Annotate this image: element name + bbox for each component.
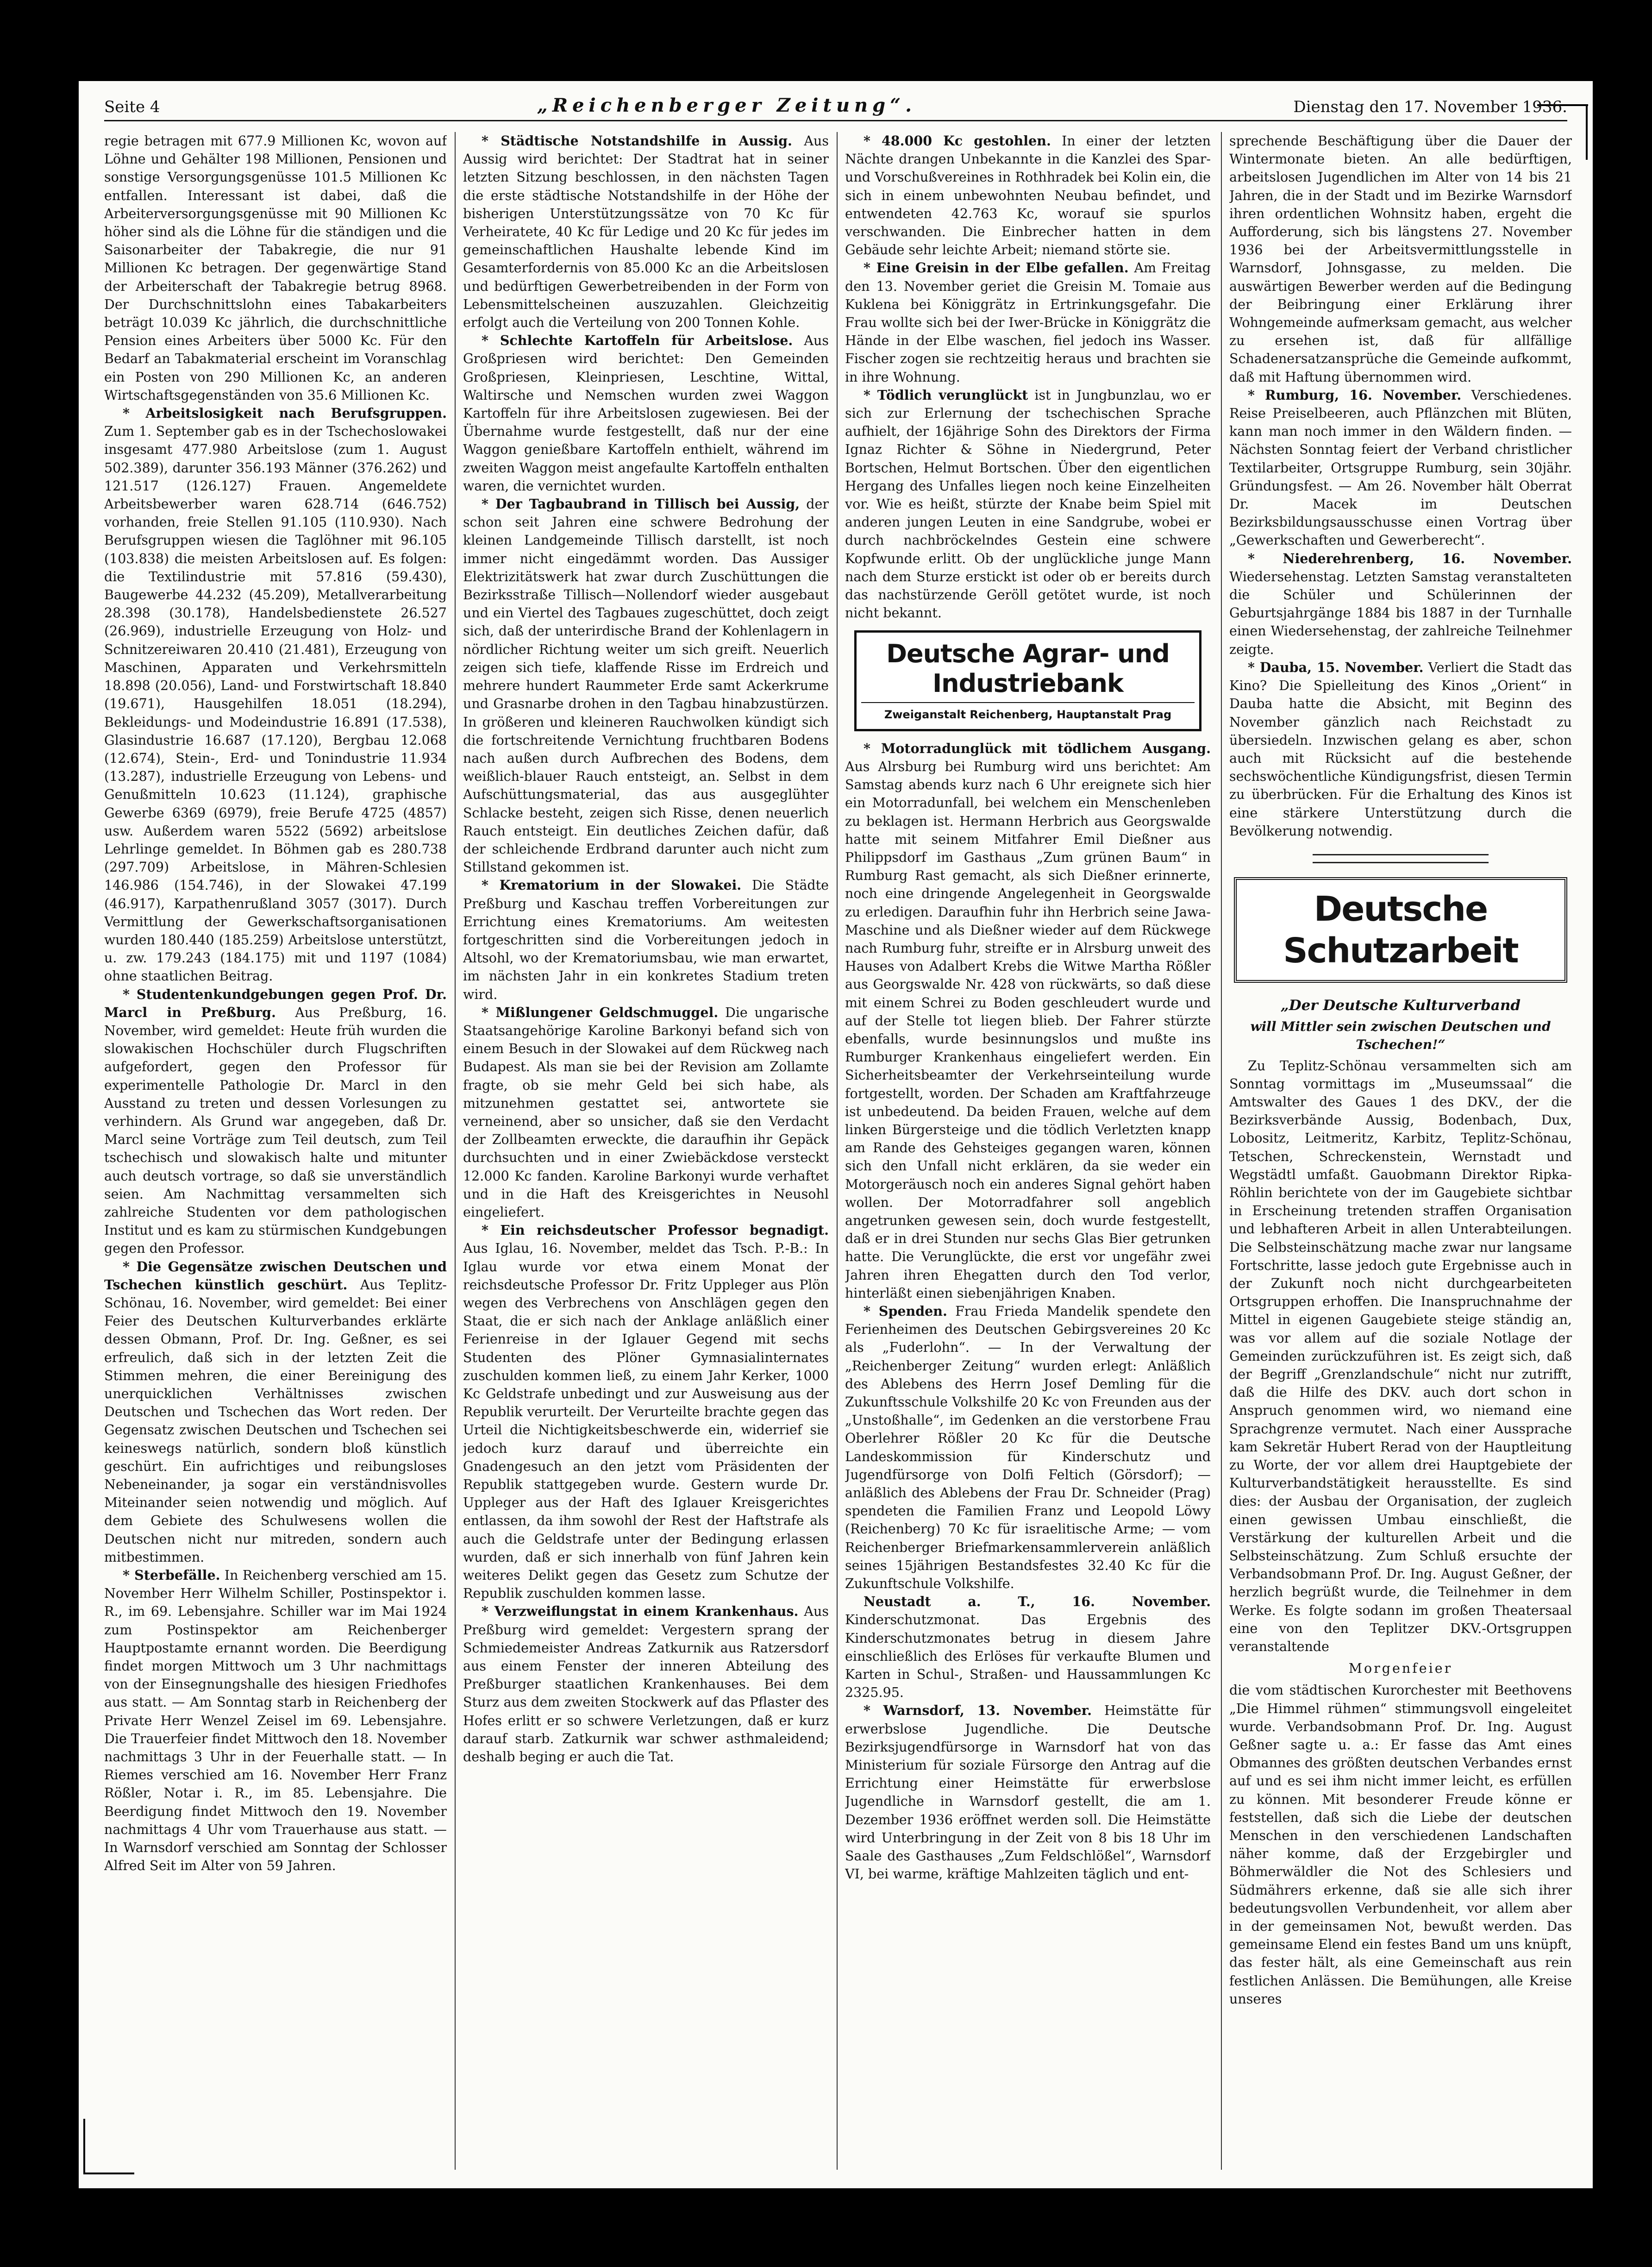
article-heading: * Schlechte Kartoffeln für Arbeitslose.: [482, 333, 793, 349]
article: [463, 1221, 829, 1602]
article-heading: * Niederehrenberg, 16. November.: [1248, 550, 1572, 566]
article: [845, 1702, 1211, 1883]
article: [845, 132, 1211, 259]
article-text: ist in Jungbunzlau, wo er sich zur Erlernung der tschechischen Sprache aufhielt, der 16jährige Sohn des Direktors der Firma Ignaz Richter & Söhne in Niedergrund, Peter Bortschen, Helmut Bortschen. Über den eigentlichen Hergang des Unfalles liegen noch keine Einzelheiten vor. Wie es heißt, stürzte der Knabe beim Spiel mit anderen jungen Leuten in eine Sandgrube, wobei er durch nachbröckelndes Gestein eine schwere Kopfwunde erlitt. Ob der unglückliche junge Mann nach dem Sturze erstickt ist oder ob er bereits durch das nachstürzende Geröll getötet wurde, ist noch nicht bekannt.: [845, 387, 1211, 621]
article-text: In einer der letzten Nächte drangen Unbekannte in die Kanzlei des Spar- und Vorschußvereines in Rothhradek bei Kolin ein, die sich in einem unbewohnten Neubau befindet, und entwendeten 42.763 Kc, worauf sie spurlos verschwanden. Die Einbrecher hatten in dem Gebäude sehr leichte Arbeit; niemand störte sie.: [845, 133, 1211, 258]
article: [1229, 659, 1572, 840]
article-title: „Der Deutsche Kulturverband: [1280, 997, 1521, 1014]
article-text: Heimstätte für erwerbslose Jugendliche. Die Deutsche Bezirksjugendfürsorge in Warnsdorf hat von das Ministerium für soziale Fürsorge den Antrag auf die Errichtung einer Heimstätte für erwerbslose Jugendliche in Warnsdorf gestellt, die am 1. Dezember 1936 eröffnet werden soll. Die Heimstätte wird Unterbringung in der Zeit von 8 bis 18 Uhr im Saale des Gasthauses „Zum Feldschlößel“, Warnsdorf VI, bei warme, kräftige Mahlzeiten täglich und ent-: [845, 1703, 1211, 1882]
article: [1229, 386, 1572, 550]
section-title: Deutsche Schutzarbeit: [1283, 889, 1518, 971]
page-number: Seite 4: [104, 98, 160, 116]
article: [1229, 550, 1572, 659]
article: [104, 986, 447, 1258]
article: [463, 495, 829, 876]
column-1: [104, 132, 447, 2170]
article-text: Aus Iglau, 16. November, meldet das Tsch. P.-B.: In Iglau wurde vor etwa einem Monat der reichsdeutsche Professor Dr. Fritz Uppleger aus Plön wegen des Verbrechens von Anschlägen gegen den Staat, die er sich nach der Anklage anläßlich einer Ferienreise in der Iglauer Gegend mit sechs Studenten des Plöner Gymnasialinternates zuschulden kommen ließ, zu einem Jahr Kerker, 1000 Kc Geldstrafe unbedingt und zur Ausweisung aus der Republik verurteilt. Der Verurteilte brachte gegen das Urteil die Nichtigkeitsbeschwerde ein, widerrief sie jedoch kurz darauf und überreichte ein Gnadengesuch an den jetzt vom Präsidenten der Republik stattgegeben wurde. Gestern wurde Dr. Uppleger aus der Haft des Iglauer Kreisgerichtes entlassen, da ihm sowohl der Rest der Haftstrafe als auch die Geldstrafe unter der Bedingung erlassen wurden, daß er sich innerhalb von fünf Jahren kein weiteres Delikt gegen das Gesetz zum Schutze der Republik zuschulden kommen lasse.: [463, 1241, 829, 1601]
article: [463, 876, 829, 1003]
article-text: Frau Frieda Mandelik spendete den Ferienheimen des Deutschen Gebirgsvereines 20 Kc als „Fuderlohn“. — In der Verwaltung der „Reichenberger Zeitung“ wurden erlegt: Anläßlich des Ablebens des Herrn Josef Demling für die Zukunftsschule Volkshilfe 20 Kc von Freunden aus der „Unstoßhalle“, im Gedenken an die verstorbene Frau Oberlehrer Rößler 20 Kc für die Deutsche Landeskommission für Kinderschutz und Jugendfürsorge von Dolfi Feltich (Görsdorf); — anläßlich des Ablebens der Frau Dr. Schneider (Prag) spendeten die Familien Franz und Leopold Löwy (Reichenberg) 70 Kc für israelitische Arme; — vom Reichenberger Briefmarkensammlerverein anläßlich seines 15jährigen Bestandsfestes 32.40 Kc für die Zukunftschule Volkshilfe.: [845, 1303, 1211, 1592]
newspaper-page: [79, 81, 1593, 2188]
article-heading: * Tödlich verunglückt: [864, 387, 1028, 403]
article-heading: * Motorradunglück mit tödlichem Ausgang.: [864, 740, 1211, 756]
article-heading: * Ein reichsdeutscher Professor begnadigt.: [482, 1222, 829, 1238]
article-text: Aus Preßburg wird gemeldet: Vergestern sprang der Schmiedemeister Andreas Zatkurnik aus Ratzersdorf aus einem Fenster der inneren Abteilung des Preßburger staatlichen Krankenhauses. Bei dem Sturz aus dem zweiten Stockwerk auf das Pflaster des Hofes erlitt er so schwere Verletzungen, daß er kurz darauf starb. Zatkurnik war schwer asthmaleidend; deshalb beging er auch die Tat.: [463, 1604, 829, 1765]
article-text: Kinderschutzmonat. Das Ergebnis des Kinderschutzmonates betrug in diesem Jahre einschließlich des Erlöses für verkaufte Blumen und Karten in Schul-, Straßen- und Haussammlungen Kc 2325.95.: [845, 1612, 1211, 1701]
article-text: regie betragen mit 677.9 Millionen Kc, wovon auf Löhne und Gehälter 198 Millionen, Pensionen und sonstige Versorgungsgenüsse 101.5 Millionen Kc entfallen. Interessant ist dabei, daß die Arbeiterversorgungsgenüsse mit 90 Millionen Kc höher sind als die Löhne für die ständigen und die Saisonarbeiter der Tabakregie, die nur 91 Millionen Kc betragen. Der gegenwärtige Stand der Arbeiterschaft der Tabakregie betrug 8968. Der Durchschnittslohn eines Tabakarbeiters beträgt 10.039 Kc jährlich, die durchschnittliche Pension eines Arbeiters über 5000 Kc. Für den Bedarf an Tabakmaterial erscheint im Voranschlag ein Posten von 290 Millionen Kc, an anderen Wirtschaftsgegenständen von 35.6 Millionen Kc.: [104, 133, 447, 403]
article-heading: * Rumburg, 16. November.: [1248, 387, 1462, 403]
article-heading: * Arbeitslosigkeit nach Berufsgruppen.: [123, 405, 447, 421]
column-3: [845, 132, 1211, 2170]
issue-date: Dienstag den 17. November 1936.: [1293, 98, 1567, 116]
article-heading: * Krematorium in der Slowakei.: [482, 877, 742, 893]
article: [845, 1302, 1211, 1593]
article: [104, 1566, 447, 1875]
article: [104, 404, 447, 986]
scan-corner-mark: [83, 2119, 85, 2174]
article-heading: * Sterbefälle.: [123, 1567, 220, 1583]
article: [845, 259, 1211, 386]
article-heading: * 48.000 Kc gestohlen.: [864, 133, 1051, 149]
article-text: Am Freitag den 13. November geriet die Greisin M. Tomaie aus Kuklena bei Königgrätz in Ertrinkungsgefahr. Die Frau wollte sich bei der Iwer-Brücke in Königgrätz die Hände in der Elbe waschen, fiel jedoch ins Wasser. Fischer zogen sie rechtzeitig heraus und brachten sie in ihre Wohnung.: [845, 260, 1211, 385]
article-text: Die ungarische Staatsangehörige Karoline Barkonyi befand sich von einem Besuch in der Slowakei auf dem Rückweg nach Budapest. Als man sie bei der Revision am Zollamte fragte, ob sie mehr Geld bei sich habe, als mitzunehmen gestattet sei, antwortete sie verneinend, aber so unsicher, daß sie den Verdacht der Zollbeamten erweckte, die daraufhin ihr Gepäck durchsuchten und in einer Zwiebäckdose versteckt 12.000 Kc fanden. Karoline Barkonyi wurde verhaftet und in die Haft des Kreisgerichtes in Neusohl eingeliefert.: [463, 1005, 829, 1220]
article-text: Wiedersehenstag. Letzten Samstag veranstalteten die Schüler und Schülerinnen der Geburtsjahrgänge 1884 bis 1887 in der Turnhalle einen Wiedersehenstag, der zahlreiche Teilnehmer zeigte.: [1229, 569, 1572, 657]
article: [845, 740, 1211, 1302]
article: [463, 332, 829, 495]
article-text: Aus Preßburg, 16. November, wird gemeldet: Heute früh wurden die slowakischen Hochschüler durch Flugschriften aufgefordert, gegen den Professor für experimentelle Pathologie Dr. Marcl in den Ausstand zu treten und dessen Vorlesungen zu verhindern. Als Grund war angegeben, daß Dr. Marcl seine Vorträge zum Teil deutsch, zum Teil tschechisch und slowakisch halte und mitunter auch deutsch vortrage, so daß sie unverständlich seien. Am Nachmittag versammelten sich zahlreiche Studenten vor dem pathologischen Institut und es kam zu stürmischen Kundgebungen gegen den Professor.: [104, 1005, 447, 1256]
scan-corner-mark: [83, 2173, 134, 2174]
newspaper-title: „Reichenberger Zeitung“.: [537, 94, 917, 116]
article: [463, 132, 829, 332]
article-heading: * Warnsdorf, 13. November.: [864, 1702, 1092, 1719]
article-text: In Reichenberg verschied am 15. November Herr Wilhelm Schiller, Postinspektor i. R., im 69. Lebensjahre. Schiller war im Mai 1924 zum Postinspektor am Reichenberger Hauptpostamte ernannt worden. Die Beerdigung findet morgen Mittwoch um 3 Uhr nachmittags von der Einsegnungshalle des hiesigen Friedhofes aus statt. — Am Sonntag starb in Reichenberg der Private Herr Wenzel Zeisel im 69. Lebensjahre. Die Trauerfeier findet Mittwoch den 18. November nachmittags 3 Uhr in der Feuerhalle statt. — In Riemes verschied am 16. November Herr Franz Rößler, Notar i. R., im 85. Lebensjahre. Die Beerdigung findet Mittwoch den 19. November nachmittags 4 Uhr vom Trauerhause aus statt. — In Warnsdorf verschied am Sonntag der Schlosser Alfred Seit im Alter von 59 Jahren.: [104, 1568, 447, 1874]
article-subtitle: will Mittler sein zwischen Deutschen und Tschechen!“: [1250, 1019, 1551, 1053]
column-rule: [1221, 132, 1222, 2170]
article-text: der schon seit Jahren eine schwere Bedrohung der kleinen Landgemeinde Tillisch darstellt, ist noch immer nicht eingedämmt worden. Das Aussiger Elektrizitätswerk hat zwar durch Zuschüttungen die Bezirksstraße Tillisch—Nollendorf wieder ausgebaut und ein Viertel des Tagbaues zugeschüttet, doch zeigt sich, daß der unterirdische Brand der Kohlenlagern in nördlicher Richtung weiter um sich greift. Neuerlich zeigen sich tiefe, klaffende Risse im Erdreich und mehrere hundert Raummeter Erde samt Ackerkrume und Grasnarbe drohen in den Tagbau hinabzustürzen. In größeren und kleineren Rauchwolken kündigt sich die fortschreitende Vernichtung fruchtbaren Bodens nach außen durch Aufbrechen des Bodens, dem weißlich-blauer Rauch entsteigt, an. Selbst in dem Aufschüttungsmaterial, das aus ausgeglühter Schlacke besteht, zeigen sich Risse, denen neuerlich Rauch entsteigt. Ein deutliches Zeichen dafür, daß der schleichende Erdbrand darunter auch nicht zum Stillstand gekommen ist.: [463, 496, 829, 875]
article-text: Zu Teplitz-Schönau versammelten sich am Sonntag vormittags im „Museumssaal“ die Amtswalter des Gaues 1 des DKV., der die Bezirksverbände Aussig, Bodenbach, Dux, Lobositz, Leitmeritz, Karbitz, Teplitz-Schönau, Tetschen, Schreckenstein, Wernstadt und Wegstädtl umfaßt. Gauobmann Direktor Ripka-Röhlin berichtete von der im Gaugebiete sichtbar in Erscheinung tretenden straffen Organisation und lebhafteren Arbeit in allen Unterabteilungen. Die Selbsteinschätzung mache zwar nur langsame Fortschritte, lasse jedoch gute Ergebnisse auch in der Zukunft noch nicht durchgearbeiteten Ortsgruppen erhoffen. Die Inanspruchnahme der Mittel in eigenen Gaugebiete steige ständig an, was vor allem auf die soziale Notlage der Gemeinden zurückzuführen ist. Es zeigt sich, daß der Begriff „Grenzlandschule“ nicht nur zutrifft, daß die Hilfe des DKV. auch dort schon in Anspruch genommen wird, wo niemand eine Sprachgrenze vermutet. Nach einer Aussprache kam Sekretär Hubert Rerad von der Hauptleitung zu Worte, der vor allem drei Hauptgebiete der Kulturverbandstätigkeit herausstellte. Es sind dies: der Ausbau der Organisation, der zugleich einen gewissen Umbau einschließt, die Verstärkung der kulturellen Arbeit und die Selbsteinschätzung. Zum Schluß ersuchte der Verbandsobmann Prof. Dr. Ing. August Geßner, der herzlich begrüßt wurde, die Teilnehmer in dem Werke. Es folgte sodann im großen Theatersaal eine von den Teplitzer DKV.-Ortsgruppen veranstaltende: [1229, 1058, 1572, 1655]
bank-advertisement: [854, 630, 1201, 731]
page-header: [104, 90, 1567, 121]
article-text: Die Städte Preßburg und Kaschau treffen Vorbereitungen zur Errichtung eines Krematoriums. Am weitesten fortgeschritten sind die Vorbereitungen jedoch in Altsohl, wo der Krematoriumsbau, wie man erwartet, im nächsten Jahr in ein konkretes Stadium treten wird.: [463, 878, 829, 1002]
article-text: Verliert die Stadt das Kino? Die Spielleitung des Kinos „Orient“ in Dauba hatte die Absicht, mit Beginn des November gänzlich nach Reichstadt zu übersiedeln. Inzwischen gelang es aber, schon auch mit Rücksicht auf die bestehende sechswöchentliche Kündigungsfrist, diesen Termin zu überbrücken. Für die Erhaltung des Kinos ist eine stärkere Unterstützung durch die Bevölkerung notwendig.: [1229, 659, 1572, 839]
article-text: die vom städtischen Kurorchester mit Beethovens „Die Himmel rühmen“ stimmungsvoll eingeleitet wurde. Verbandsobmann Prof. Dr. Ing. August Geßner sagte u. a.: Er fasse das Amt eines Obmannes des größten deutschen Verbandes ernst auf und es sei ihm nicht immer leicht, es erfüllen zu können. Mit besonderer Freude könne er feststellen, daß sich die Liebe der deutschen Menschen in den verschiedenen Landschaften näher komme, daß der Erzgebirgler und Böhmerwäldler die Not des Schlesiers und Südmährers erkenne, daß sie alle sich ihrer bedeutungsvollen Verbundenheit, vor allem aber in der gemeinsamen Not, bewußt werden. Das gemeinsame Elend ein festes Band um uns knüpft, das fester hält, als eine Gemeinschaft aus rein festlichen Anlässen. Die Bemühungen, alle Kreise unseres: [1229, 1683, 1572, 2007]
column-4: [1229, 132, 1572, 2170]
article: [463, 1004, 829, 1221]
article-heading: * Verzweiflungstat in einem Krankenhaus.: [482, 1603, 799, 1620]
ornament-divider: [1313, 854, 1489, 863]
article-text: Zum 1. September gab es in der Tschechoslowakei insgesamt 477.980 Arbeitslose (zum 1. August 502.389), darunter 356.193 Männer (376.262) und 121.517 (126.127) Frauen. Angemeldete Arbeitsbewerber waren 628.714 (646.752) vorhanden, freie Stellen 91.105 (110.930). Nach Berufsgruppen wiesen die Taglöhner mit 96.105 (103.838) die meisten Arbeitslosen auf. Es folgen: die Textilindustrie mit 57.816 (59.430), Baugewerbe 44.232 (45.209), Metallverarbeitung 28.398 (30.178), Handelsbedienstete 26.527 (26.969), industrielle Erzeugung von Holz- und Schnitzereiwaren 20.410 (21.481), Erzeugung von Maschinen, Apparaten und Verkehrsmitteln 18.898 (20.056), Land- und Forstwirtschaft 18.840 (19.671), Hausgehilfen 18.051 (18.294), Bekleidungs- und Modeindustrie 16.891 (17.538), Glasindustrie 16.687 (17.120), Bergbau 12.068 (12.674), Stein-, Erd- und Tonindustrie 11.934 (13.287), industrielle Erzeugung von Lebens- und Genußmitteln 10.623 (11.124), graphische Gewerbe 6369 (6979), freie Berufe 4725 (4857) usw. Außerdem waren 5522 (5692) arbeitslose Lehrlinge gemeldet. In Böhmen gab es 280.738 (297.709) Arbeitslose, in Mähren-Schlesien 146.986 (154.746), in der Slowakei 47.199 (46.917), Karpathenrußland 3057 (3017). Durch Vermittlung der Gewerkschaftsorganisationen wurden 180.440 (185.259) Arbeitslose unterstützt, u. zw. 179.243 (184.175) mit und 1197 (1084) ohne staatlichen Beitrag.: [104, 424, 447, 984]
ad-title: Deutsche Agrar- und Industriebank: [886, 639, 1170, 698]
subsection-heading: Morgenfeier: [1348, 1661, 1453, 1677]
article-heading: * Mißlungener Geldschmuggel.: [482, 1004, 719, 1020]
article: [845, 386, 1211, 622]
article-heading: * Spenden.: [864, 1303, 947, 1319]
article-text: Aus Teplitz-Schönau, 16. November, wird gemeldet: Bei einer Feier des Deutschen Kulturverbandes erklärte dessen Obmann, Prof. Dr. Ing. Geßner, es sei erfreulich, daß sich in der letzten Zeit die Stimmen mehren, die einer Bereinigung des unerquicklichen Verhältnisses zwischen Deutschen und Tschechen das Wort reden. Der Gegensatz zwischen Deutschen und Tschechen sei keineswegs natürlich, sondern bloß künstlich geschürt. Ein aufrichtiges und reibungsloses Nebeneinander, ja sogar ein verständnisvolles Miteinander seien notwendig und möglich. Auf dem Gebiete des Schulwesens wollen die Deutschen nicht nur mitreden, sondern auch mitbestimmen.: [104, 1277, 447, 1565]
scan-corner-mark: [1586, 104, 1588, 160]
column-2: [463, 132, 829, 2170]
ad-subtitle: Zweiganstalt Reichenberg, Hauptanstalt Prag: [861, 702, 1195, 724]
section-banner: [1234, 877, 1567, 983]
article-heading: * Der Tagbaubrand in Tillisch bei Aussig,: [482, 496, 800, 512]
article: [845, 1593, 1211, 1702]
article-heading: Neustadt a. T., 16. November.: [864, 1594, 1211, 1610]
article-text: Aus Großpriesen wird berichtet: Den Gemeinden Großpriesen, Kleinpriesen, Leschtine, Wittal, Waltirsche und Nemschen wurden zwei Waggon Kartoffeln für ihre Arbeitslosen zugewiesen. Bei der Übernahme wurde festgestellt, daß nur der eine Waggon genießbare Kartoffeln enthielt, während im zweiten Waggon meist angefaulte Kartoffeln enthalten waren, die vernichtet wurden.: [463, 333, 829, 494]
column-rule: [837, 132, 838, 2170]
column-rule: [455, 132, 456, 2170]
article-heading: * Dauba, 15. November.: [1248, 659, 1424, 675]
article-text: Aus Aussig wird berichtet: Der Stadtrat hat in seiner letzten Sitzung beschlossen, in den nächsten Tagen die erste städtische Notstandshilfe in der Höhe der bisherigen Unterstützungssätze von 70 Kc für Verheiratete, 40 Kc für Ledige und 20 Kc für jedes im gemeinschaftlichen Haushalte lebende Kind im Gesamterfordernis von 85.000 Kc an die Arbeitslosen und bedürftigen Gewerbetreibenden in der Form von Lebensmittelscheinen auszuzahlen. Gleichzeitig erfolgt auch die Verteilung von 200 Tonnen Kohle.: [463, 133, 829, 331]
article-heading: * Eine Greisin in der Elbe gefallen.: [864, 260, 1129, 276]
article-text: Aus Alrsburg bei Rumburg wird uns berichtet: Am Samstag abends kurz nach 6 Uhr ereignete sich hier ein Motorradunfall, bei welchem ein Menschenleben zu beklagen ist. Hermann Herbrich aus Georgswalde hatte mit seinem Mitfahrer Emil Dießner aus Philippsdorf im Gasthaus „Zum grünen Baum“ in Rumburg Rast gemacht, als sich Dießner erinnerte, noch eine dringende Angelegenheit in Georgswalde zu erledigen. Daraufhin fuhr ihn Herbrich seine Jawa-Maschine und als Dießner wieder auf dem Rückwege nach Rumburg fuhr, streifte er in Alrsburg unweit des Hauses von Adalbert Krebs die Witwe Martha Rößler aus Georgswalde Nr. 428 von rückwärts, so daß diese mit einem Schrei zu Boden geschleudert wurde und auf der Stelle tot liegen blieb. Der Fahrer stürzte ebenfalls, wurde besinnungslos und mußte ins Rumburger Krankenhaus eingeliefert werden. Ein Sicherheitsbeamter der Verkehrseinteilung wurde fortgestellt, worden. Der Schaden am Kraftfahrzeuge ist unbedeutend. Da beiden Frauen, welche auf dem linken Bürgersteige und die tödlich Verletzten knapp am Rande des Gehsteiges gegangen waren, können sich den Unfall nicht erklären, da sie weder ein Motorgeräusch noch ein anderes Signal gehört haben wollen. Der Motorradfahrer soll angeblich angetrunken gewesen sein, doch wurde festgestellt, daß er in drei Stunden nur sechs Glas Bier getrunken hatte. Die Verunglückte, die erst vor ungefähr zwei Jahren ihren Ehegatten durch den Tod verlor, hinterläßt einen siebenjährigen Knaben.: [845, 759, 1211, 1301]
article-text: Verschiedenes. Reise Preiselbeeren, auch Pflänzchen mit Blüten, kann man noch immer in den Wäldern finden. — Nächsten Sonntag feiert der Verband christlicher Textilarbeiter, Ortsgruppe Rumburg, sein 30jähr. Gründungsfest. — Am 26. November hält Oberrat Dr. Macek im Deutschen Bezirksbildungsausschusse einen Vortrag über „Gewerkschaften und Gewerberecht“.: [1229, 387, 1572, 548]
article: [104, 1258, 447, 1566]
article-heading: * Die Gegensätze zwischen Deutschen und Tschechen künstlich geschürt.: [104, 1258, 447, 1293]
article: [463, 1602, 829, 1766]
article-text: sprechende Beschäftigung über die Dauer der Wintermonate bieten. An alle bedürftigen, arbeitslosen Jugendlichen im Alter von 14 bis 21 Jahren, die in der Stadt und im Bezirke Warnsdorf ihren ordentlichen Wohnsitz haben, ergeht die Aufforderung, sich bis längstens 27. November 1936 bei der Arbeitsvermittlungsstelle in Warnsdorf, Johnsgasse, zu melden. Die auswärtigen Bewerber werden auf die Bedingung der Beibringung einer Erklärung ihrer Wohngemeinde aufmerksam gemacht, aus welcher zu ersehen ist, daß für allfällige Schadenersatzansprüche die Gemeinde aufkommt, daß mit Haftung übernommen wird.: [1229, 133, 1572, 385]
article-heading: * Studentenkundgebungen gegen Prof. Dr. Marcl in Preßburg.: [104, 986, 447, 1020]
article-heading: * Städtische Notstandshilfe in Aussig.: [482, 133, 792, 149]
